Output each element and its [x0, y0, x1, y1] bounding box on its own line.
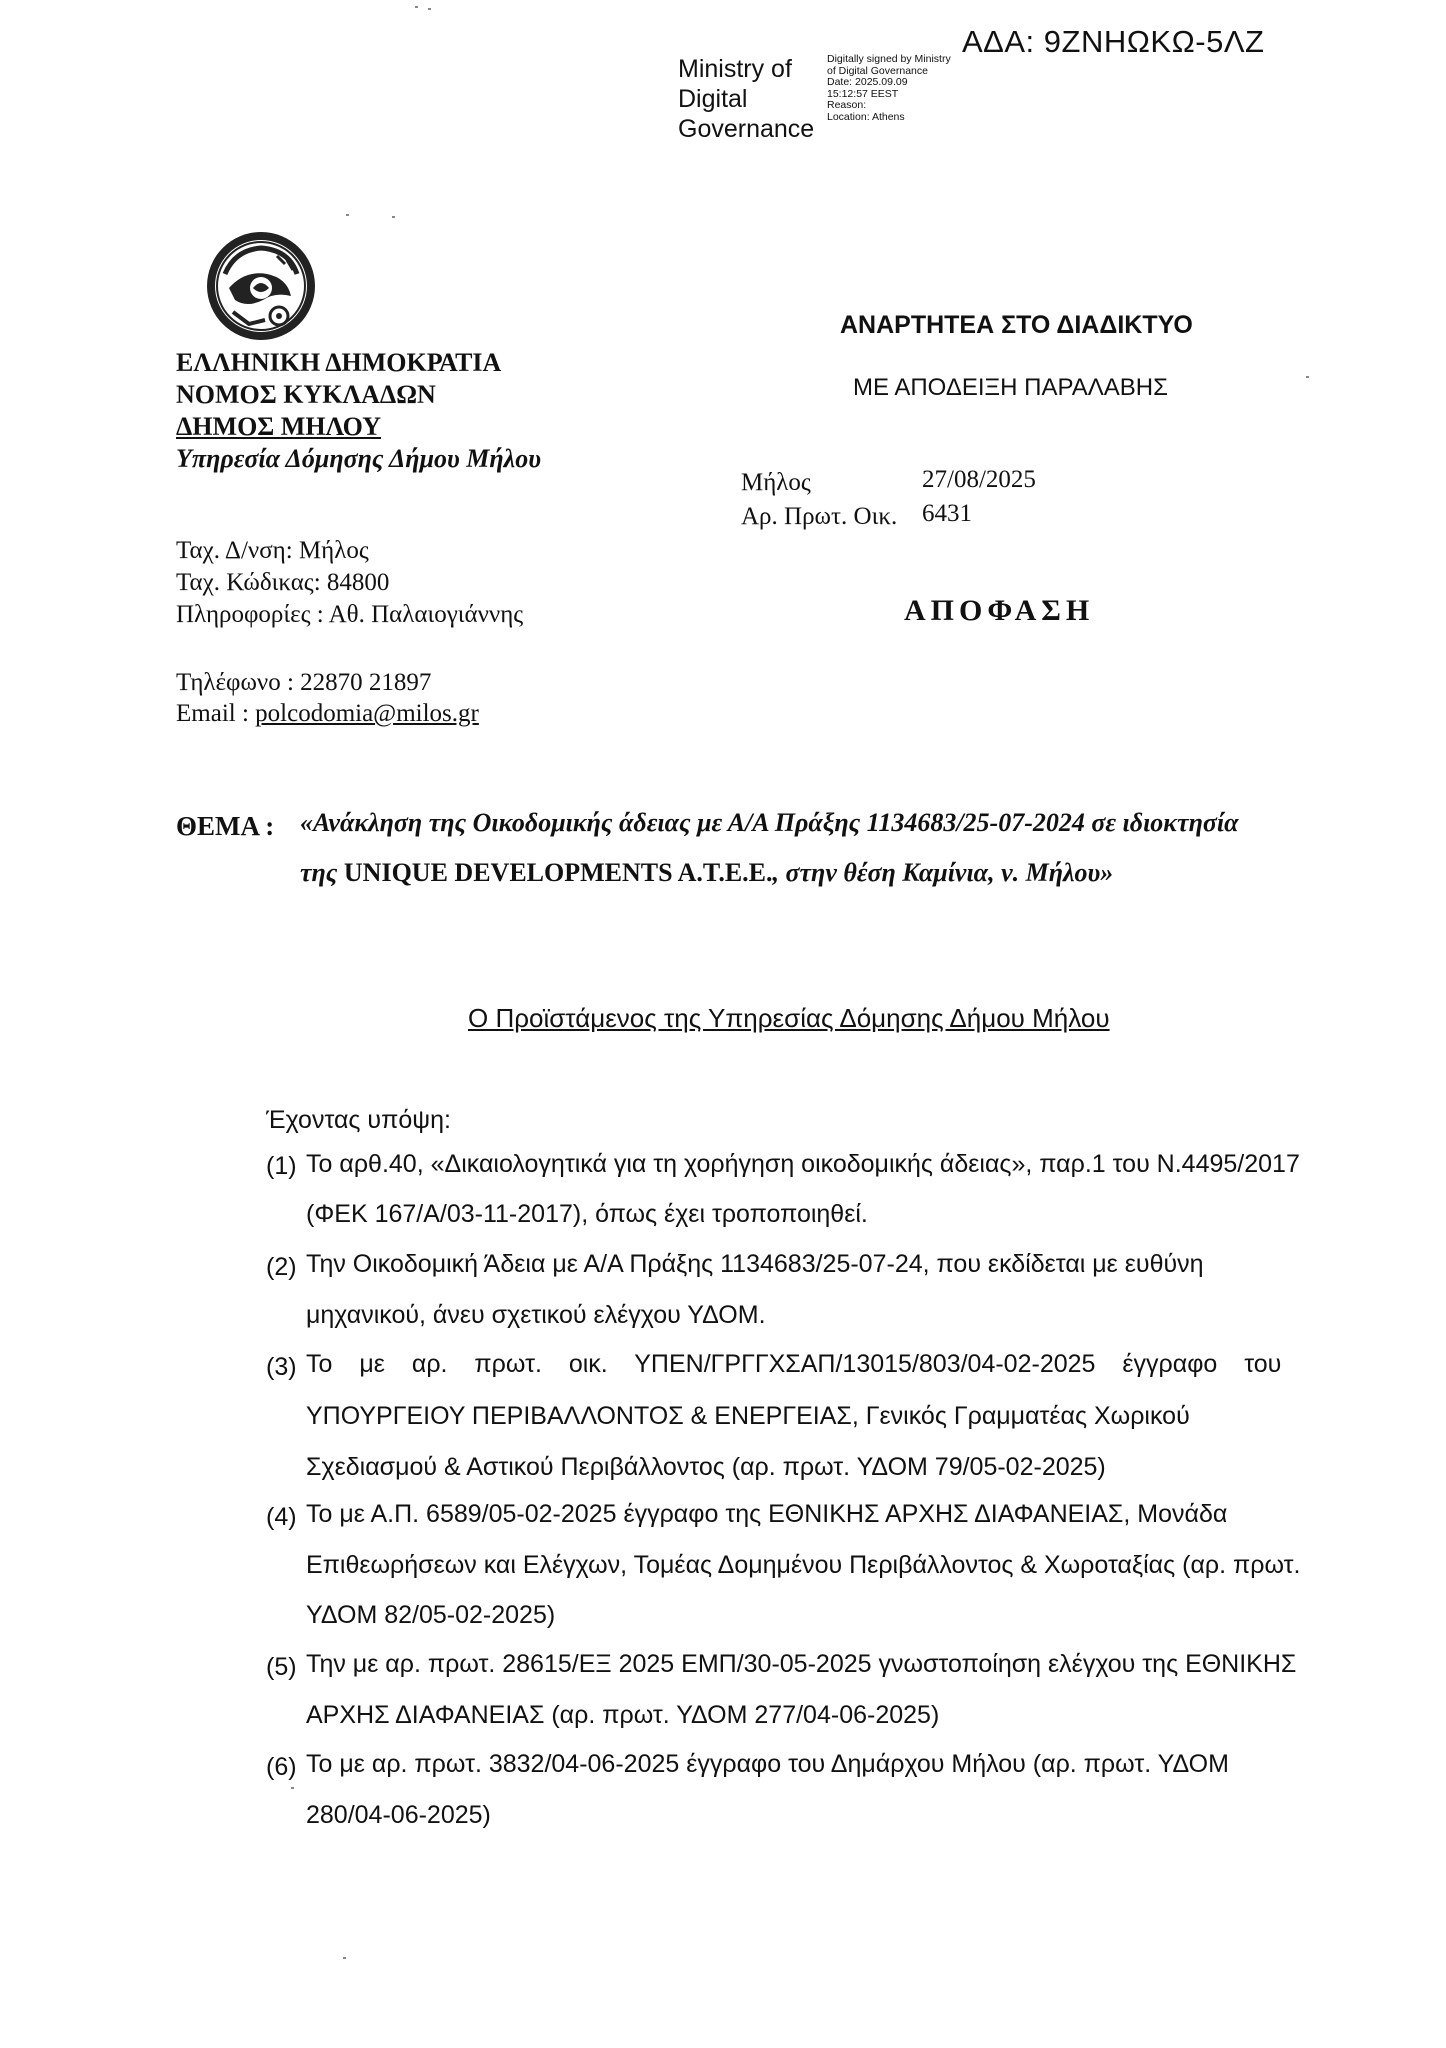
country-heading: ΕΛΛΗΝΙΚΗ ΔΗΜΟΚΡΑΤΙΑ — [176, 348, 502, 377]
list-item-number: (3) — [266, 1353, 297, 1381]
list-item-number: (6) — [266, 1753, 297, 1781]
decision-title: ΑΠΟΦΑΣΗ — [904, 594, 1095, 627]
email-label: Email : — [176, 700, 256, 727]
list-item-line: μηχανικού, άνευ σχετικού ελέγχου ΥΔΟΜ. — [306, 1301, 766, 1329]
scan-speck — [1306, 376, 1309, 378]
subject-text: , στην θέση Καμίνια, ν. Μήλου» — [772, 858, 1114, 887]
list-item-number: (5) — [266, 1653, 297, 1681]
list-item-number: (2) — [266, 1253, 297, 1281]
ada-code: ΑΔΑ: 9ΖΝΗΩΚΩ-5ΛΖ — [962, 24, 1265, 59]
protocol-label: Αρ. Πρωτ. Οικ. — [741, 503, 898, 530]
signature-org-line: Ministry of — [678, 55, 792, 83]
signature-detail-line: Date: 2025.09.09 — [827, 76, 908, 88]
publish-online-title: ΑΝΑΡΤΗΤΕΑ ΣΤΟ ΔΙΑΔΙΚΤΥΟ — [840, 311, 1193, 339]
scan-speck — [392, 216, 395, 218]
service-heading: Υπηρεσία Δόμησης Δήμου Μήλου — [176, 444, 541, 473]
document-date: 27/08/2025 — [922, 466, 1036, 493]
subject-line — [300, 858, 1113, 888]
list-item-line: Το με αρ. πρωτ. οικ. ΥΠΕΝ/ΓΡΓΓΧΣΑΠ/13015/803/04-02-2025 έγγραφο του — [306, 1350, 1282, 1378]
list-item-number: (1) — [266, 1152, 297, 1180]
list-item-line: Το αρθ.40, «Δικαιολογητικά για τη χορήγηση οικοδομικής άδειας», παρ.1 του Ν.4495/2017 — [306, 1150, 1300, 1178]
signature-org-line: Governance — [678, 115, 815, 143]
signature-organisation — [678, 54, 814, 144]
phone-number: Τηλέφωνο : 22870 21897 — [176, 669, 432, 696]
scan-speck — [428, 8, 431, 10]
ancient-coin-seal-icon — [205, 230, 317, 342]
signature-detail-line: Reason: — [827, 99, 867, 111]
list-item-line: ΥΠΟΥΡΓΕΙΟΥ ΠΕΡΙΒΑΛΛΟΝΤΟΣ & ΕΝΕΡΓΕΙΑΣ, Γενικός Γραμματέας Χωρικού — [306, 1402, 1190, 1430]
signature-detail-line: of Digital Governance — [827, 64, 928, 77]
place-label: Μήλος — [741, 469, 811, 496]
signature-detail-line: Digitally signed by Ministry — [827, 53, 951, 65]
list-item-line: Την Οικοδομική Άδεια με Α/Α Πράξης 1134683/25-07-24, που εκδίδεται με ευθύνη — [306, 1250, 1204, 1278]
list-item-line: Επιθεωρήσεων και Ελέγχων, Τομέας Δομημένου Περιβάλλοντος & Χωροταξίας (αρ. πρωτ. — [306, 1551, 1301, 1579]
signature-detail-line: 15:12:57 EEST — [827, 87, 899, 100]
scan-speck — [346, 214, 349, 216]
considerations-intro: Έχοντας υπόψη: — [266, 1106, 451, 1134]
list-item-line: Το με Α.Π. 6589/05-02-2025 έγγραφο της ΕΘΝΙΚΗΣ ΑΡΧΗΣ ΔΙΑΦΑΝΕΙΑΣ, Μονάδα — [306, 1500, 1228, 1528]
list-item-line: ΑΡΧΗΣ ΔΙΑΦΑΝΕΙΑΣ (αρ. πρωτ. ΥΔΟΜ 277/04-06-2025) — [306, 1701, 940, 1729]
list-item-line: Την με αρ. πρωτ. 28615/ΕΞ 2025 ΕΜΠ/30-05-2025 γνωστοποίηση ελέγχου της ΕΘΝΙΚΗΣ — [306, 1650, 1297, 1678]
email-row — [176, 700, 479, 728]
list-item-number: (4) — [266, 1503, 297, 1531]
signature-details — [827, 54, 951, 123]
receipt-notice: ΜΕ ΑΠΟΔΕΙΞΗ ΠΑΡΑΛΑΒΗΣ — [853, 374, 1168, 401]
subject-label: ΘΕΜΑ : — [176, 811, 275, 841]
protocol-number: 6431 — [922, 500, 972, 527]
municipality-heading: ΔΗΜΟΣ ΜΗΛΟΥ — [176, 412, 382, 441]
signature-org-line: Digital — [678, 85, 748, 113]
scan-speck — [343, 1957, 346, 1959]
postal-code: Ταχ. Κώδικας: 84800 — [176, 569, 390, 596]
subject-text: της — [300, 858, 344, 887]
scan-speck — [415, 6, 418, 8]
signature-detail-line: Location: Athens — [827, 110, 905, 123]
prefecture-heading: ΝΟΜΟΣ ΚΥΚΛΑΔΩΝ — [176, 380, 436, 409]
list-item-line: 280/04-06-2025) — [306, 1801, 491, 1829]
email-link[interactable]: polcodomia@milos.gr — [255, 700, 479, 727]
list-item-line: Το με αρ. πρωτ. 3832/04-06-2025 έγγραφο του Δημάρχου Μήλου (αρ. πρωτ. ΥΔΟΜ — [306, 1750, 1229, 1778]
director-heading: Ο Προϊστάμενος της Υπηρεσίας Δόμησης Δήμου Μήλου — [468, 1003, 1110, 1033]
postal-address: Ταχ. Δ/νση: Μήλος — [176, 537, 369, 564]
list-item-line: (ΦΕΚ 167/Α/03-11-2017), όπως έχει τροποποιηθεί. — [306, 1200, 868, 1228]
contact-person: Πληροφορίες : Αθ. Παλαιογιάννης — [176, 601, 524, 628]
list-item-line: Σχεδιασμού & Αστικού Περιβάλλοντος (αρ. πρωτ. ΥΔΟΜ 79/05-02-2025) — [306, 1453, 1106, 1481]
subject-line: «Ανάκληση της Οικοδομικής άδειας με Α/Α Πράξης 1134683/25-07-2024 σε ιδιοκτησία — [300, 808, 1239, 837]
list-item-line: ΥΔΟΜ 82/05-02-2025) — [306, 1601, 556, 1629]
company-name: UNIQUE DEVELOPMENTS A.T.E.E. — [343, 858, 773, 887]
scan-speck — [291, 1787, 294, 1789]
